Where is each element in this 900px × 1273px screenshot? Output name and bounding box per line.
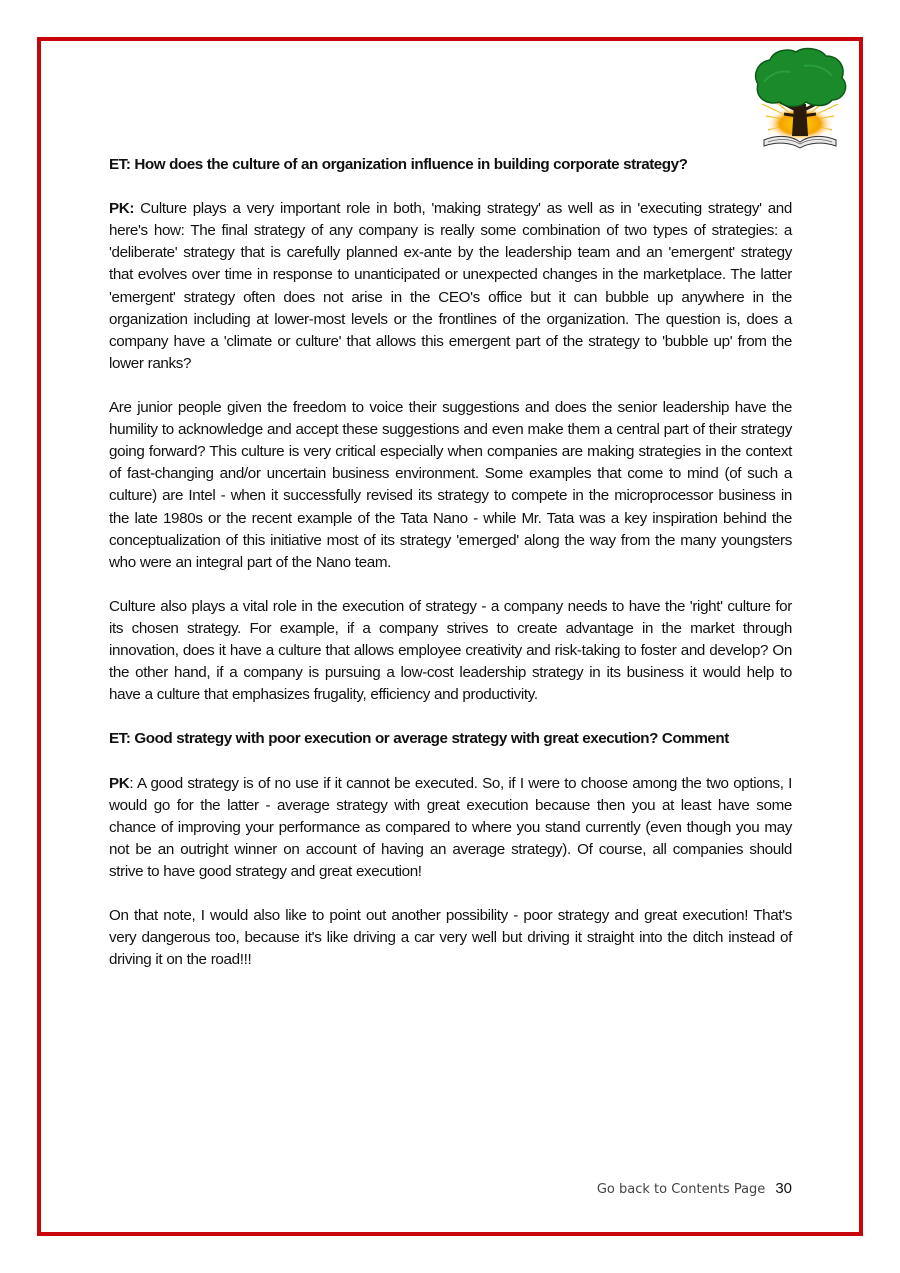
- speaker-label: ET:: [109, 156, 131, 173]
- answer-text: Culture plays a very important role in both, 'making strategy' as well as in 'executing strategy' and here's how: The final strategy of any company is really some combination of two types of strategies: a 'deliberate' strategy that is carefully planned ex-ante by the leadership team and an 'emergent' strategy that evolves over time in response to unanticipated or unexpected changes in the marketplace. The latter 'emergent' strategy often does not arise in the CEO's office but it can bubble up anywhere in the organization including at lower-most levels or the frontlines of the organization. The question is, does a company have a 'climate or culture' that allows this emergent part of the strategy to 'bubble up' from the lower ranks?: [109, 200, 792, 372]
- interview-question-1: [109, 154, 792, 176]
- interview-question-2: [109, 728, 792, 750]
- interview-answer-2: [109, 773, 792, 883]
- page-number: 30: [775, 1180, 792, 1197]
- body-paragraph: Are junior people given the freedom to voice their suggestions and does the senior leadership have the humility to acknowledge and accept these suggestions and even make them a central part of their strategy going forward? This culture is very critical especially when companies are making strategies in the context of fast-changing and/or uncertain business environment. Some examples that come to mind (of such a culture) are Intel - when it successfully revised its strategy to compete in the microprocessor business in the late 1980s or the recent example of the Tata Nano - while Mr. Tata was a key inspiration behind the conceptualization of this initiative most of its strategy 'emerged' along the way from the many youngsters who were an integral part of the Nano team.: [109, 399, 792, 571]
- body-paragraph: On that note, I would also like to point out another possibility - poor strategy and great execution! That's very dangerous too, because it's like driving a car very well but driving it straight into the ditch instead of driving it on the road!!!: [109, 907, 792, 969]
- tree-book-logo-icon: [744, 44, 856, 156]
- body-paragraph: Culture also plays a vital role in the execution of strategy - a company needs to have the 'right' culture for its chosen strategy. For example, if a company strives to create advantage in the market through innovation, does it have a culture that allows employee creativity and risk-taking to foster and develop? On the other hand, if a company is pursuing a low-cost leadership strategy in its business it would help to have a culture that emphasizes frugality, efficiency and productivity.: [109, 597, 792, 704]
- document-body: [109, 154, 792, 994]
- speaker-label: ET:: [109, 730, 131, 748]
- speaker-label: PK:: [109, 200, 135, 218]
- contents-page-link[interactable]: Go back to Contents Page: [596, 1182, 766, 1197]
- page-footer: [597, 1180, 792, 1197]
- interview-answer-1: [109, 198, 792, 375]
- question-text: Good strategy with poor execution or average strategy with great execution? Comment: [130, 730, 729, 748]
- speaker-label: PK: [109, 774, 130, 792]
- answer-text: : A good strategy is of no use if it cannot be executed. So, if I were to choose among the two options, I would go for the latter - average strategy with great execution because then you at least have some chance of improving your performance as compared to where you stand currently (even though you may not be an outright winner on account of having an average strategy). Of course, all companies should strive to have good strategy and great execution!: [109, 774, 792, 880]
- question-text: How does the culture of an organization influence in building corporate strategy?: [130, 156, 688, 173]
